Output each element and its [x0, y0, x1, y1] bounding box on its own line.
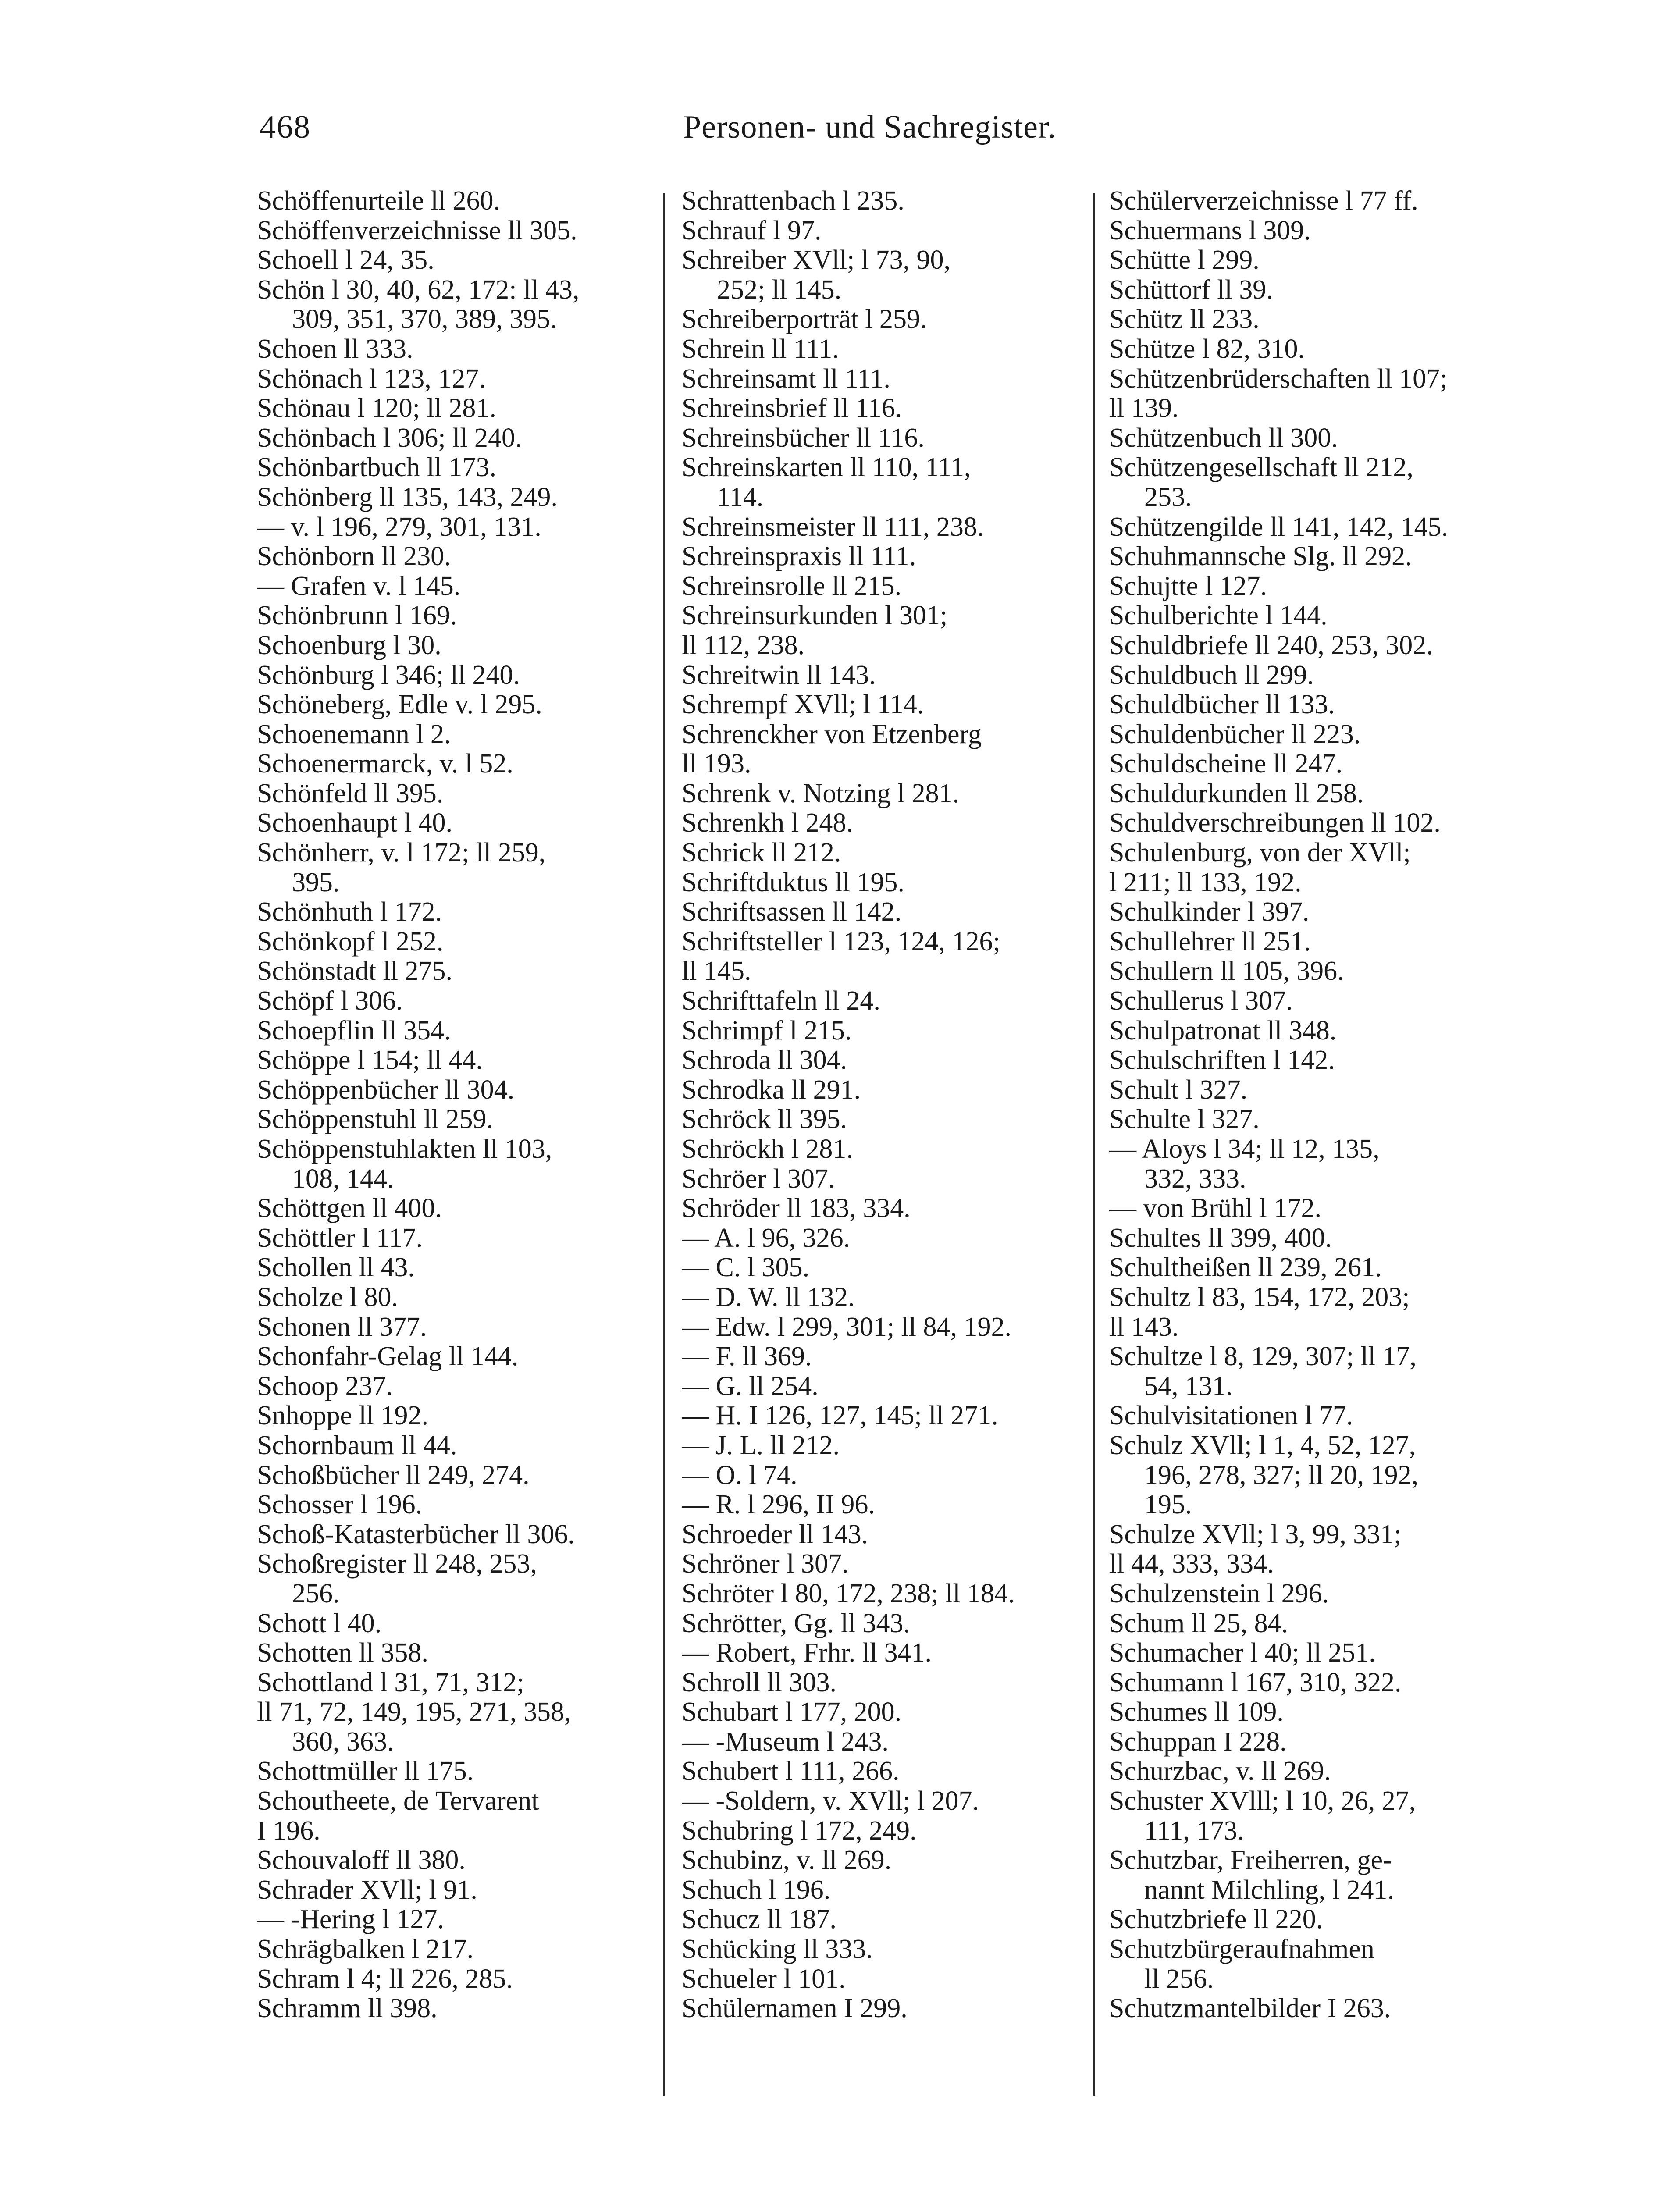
index-entry: Schreinskarten ll 110, 111, — [682, 453, 971, 483]
index-entry: Schriftsassen ll 142. — [682, 897, 902, 927]
index-entry: Schrifttafeln ll 24. — [682, 986, 880, 1016]
index-entry: Schubart l 177, 200. — [682, 1697, 902, 1727]
index-entry: Schuppan I 228. — [1109, 1727, 1287, 1757]
index-entry: ll 112, 238. — [682, 630, 805, 660]
index-entry: Schreinsmeister ll 111, 238. — [682, 512, 984, 542]
index-entry: 252; ll 145. — [717, 275, 842, 305]
index-entry: Schuster XVlll; l 10, 26, 27, — [1109, 1786, 1416, 1816]
index-entry: Schultheißen ll 239, 261. — [1109, 1253, 1382, 1283]
index-entry: Schröner l 307. — [682, 1549, 849, 1579]
index-entry: ll 71, 72, 149, 195, 271, 358, — [257, 1697, 571, 1727]
index-entry: Schoutheete, de Tervarent — [257, 1786, 539, 1816]
index-entry: Schönburg l 346; ll 240. — [257, 660, 520, 690]
index-entry: Schueler l 101. — [682, 1964, 846, 1994]
index-entry: Schumann l 167, 310, 322. — [1109, 1668, 1402, 1697]
index-entry: Schrenk v. Notzing l 281. — [682, 779, 960, 808]
index-entry: Schreinsrolle ll 215. — [682, 571, 902, 601]
index-entry: Schütze l 82, 310. — [1109, 334, 1305, 364]
index-entry: Schreinsbrief ll 116. — [682, 394, 902, 423]
index-entry: Schütte l 299. — [1109, 246, 1260, 275]
index-entry: Schotten ll 358. — [257, 1638, 428, 1668]
running-title: Personen- und Sachregister. — [683, 109, 1057, 145]
index-entry: Schoenemann l 2. — [257, 719, 451, 749]
index-entry: — v. l 196, 279, 301, 131. — [257, 512, 541, 542]
index-entry: Schröder ll 183, 334. — [682, 1194, 911, 1224]
index-entry: Schottland l 31, 71, 312; — [257, 1668, 524, 1697]
index-entry: Schoell l 24, 35. — [257, 246, 434, 275]
index-entry: Schutzbriefe ll 220. — [1109, 1905, 1323, 1935]
index-entry: Schön l 30, 40, 62, 172: ll 43, — [257, 275, 580, 305]
index-entry: Schrägbalken l 217. — [257, 1935, 474, 1964]
index-entry: Schülernamen I 299. — [682, 1994, 908, 2024]
index-entry: Schramm ll 398. — [257, 1994, 438, 2024]
index-entry: Schuldverschreibungen ll 102. — [1109, 808, 1441, 838]
index-entry: — Grafen v. l 145. — [257, 571, 461, 601]
index-entry: Schram l 4; ll 226, 285. — [257, 1964, 513, 1994]
index-entry: Schulschriften l 142. — [1109, 1046, 1335, 1075]
index-entry: Schöffenurteile ll 260. — [257, 186, 501, 216]
index-entry: Schuhmannsche Slg. ll 292. — [1109, 542, 1412, 572]
index-entry: — A. l 96, 326. — [682, 1223, 851, 1253]
index-entry: ll 193. — [682, 749, 751, 779]
index-entry: Schulkinder l 397. — [1109, 897, 1310, 927]
index-entry: Schoßregister ll 248, 253, — [257, 1549, 537, 1579]
index-entry: Schrötter, Gg. ll 343. — [682, 1608, 911, 1638]
index-entry: 309, 351, 370, 389, 395. — [292, 305, 557, 334]
index-entry: Schouvaloff ll 380. — [257, 1846, 466, 1875]
index-entry: — Aloys l 34; ll 12, 135, — [1109, 1135, 1380, 1164]
index-column-2 — [682, 186, 1096, 2192]
index-entry: Schrempf XVll; l 114. — [682, 690, 924, 720]
index-entry: — H. I 126, 127, 145; ll 271. — [682, 1401, 998, 1431]
index-entry: ll 145. — [682, 957, 751, 986]
index-entry: 108, 144. — [292, 1164, 394, 1194]
index-entry: Schubert l 111, 266. — [682, 1757, 900, 1786]
index-entry: Schult l 327. — [1109, 1075, 1248, 1105]
index-entry: Schulberichte l 144. — [1109, 601, 1328, 631]
index-entry: — -Hering l 127. — [257, 1905, 445, 1935]
index-entry: Schützengesellschaft ll 212, — [1109, 453, 1413, 483]
index-entry: Schuldenbücher ll 223. — [1109, 719, 1361, 749]
index-entry: — C. l 305. — [682, 1253, 810, 1283]
index-entry: Schonen ll 377. — [257, 1312, 427, 1342]
index-entry: Schutzbürgeraufnahmen — [1109, 1935, 1374, 1964]
index-entry: Schosser l 196. — [257, 1490, 423, 1520]
index-entry: Schultes ll 399, 400. — [1109, 1223, 1332, 1253]
index-entry: 253. — [1144, 482, 1192, 512]
index-entry: Schöttler l 117. — [257, 1223, 423, 1253]
index-entry: Snhoppe ll 192. — [257, 1401, 428, 1431]
index-entry: Schulenburg, von der XVll; — [1109, 838, 1411, 868]
index-entry: Schreinsurkunden l 301; — [682, 601, 948, 631]
index-entry: 111, 173. — [1144, 1816, 1244, 1846]
index-entry: Schoß-Katasterbücher ll 306. — [257, 1519, 575, 1549]
index-entry: Schumes ll 109. — [1109, 1697, 1284, 1727]
index-entry: Schulvisitationen l 77. — [1109, 1401, 1353, 1431]
index-entry: Schülerverzeichnisse l 77 ff. — [1109, 186, 1418, 216]
index-entry: Schreinspraxis ll 111. — [682, 542, 916, 572]
index-columns — [0, 186, 1680, 2192]
index-entry: Schulzenstein l 296. — [1109, 1579, 1329, 1608]
index-entry: Schum ll 25, 84. — [1109, 1608, 1288, 1638]
index-entry: — D. W. ll 132. — [682, 1282, 855, 1312]
index-entry: nannt Milchling, l 241. — [1144, 1875, 1395, 1905]
index-entry: 256. — [292, 1579, 340, 1608]
index-entry: Schott l 40. — [257, 1608, 382, 1638]
index-entry: Schröter l 80, 172, 238; ll 184. — [682, 1579, 1015, 1608]
index-entry: Schützengilde ll 141, 142, 145. — [1109, 512, 1449, 542]
index-entry: Schöppenstuhlakten ll 103, — [257, 1135, 552, 1164]
index-entry: Schoenermarck, v. l 52. — [257, 749, 513, 779]
index-entry: Schütz ll 233. — [1109, 305, 1260, 334]
index-entry: Schreiber XVll; l 73, 90, — [682, 246, 951, 275]
index-entry: Schöppe l 154; ll 44. — [257, 1046, 483, 1075]
index-entry: Schujtte l 127. — [1109, 571, 1267, 601]
index-entry: 360, 363. — [292, 1727, 394, 1757]
index-entry: — von Brühl l 172. — [1109, 1194, 1321, 1224]
index-entry: Schrattenbach l 235. — [682, 186, 904, 216]
index-entry: Schultz l 83, 154, 172, 203; — [1109, 1282, 1410, 1312]
index-entry: Schöneberg, Edle v. l 295. — [257, 690, 542, 720]
index-entry: Schreitwin ll 143. — [682, 660, 876, 690]
index-entry: — -Soldern, v. XVll; l 207. — [682, 1786, 979, 1816]
index-entry: Schöppenstuhl ll 259. — [257, 1105, 494, 1135]
index-entry: Schöttgen ll 400. — [257, 1194, 442, 1224]
index-entry: Schönfeld ll 395. — [257, 779, 444, 808]
index-entry: Schützenbuch ll 300. — [1109, 423, 1338, 453]
index-entry: I 196. — [257, 1816, 320, 1846]
index-entry: Schönhuth l 172. — [257, 897, 442, 927]
index-entry: — Robert, Frhr. ll 341. — [682, 1638, 932, 1668]
index-entry: Schutzmantelbilder I 263. — [1109, 1994, 1391, 2024]
index-entry: Schuch l 196. — [682, 1875, 831, 1905]
index-entry: Schroll ll 303. — [682, 1668, 837, 1697]
index-entry: Schuldbriefe ll 240, 253, 302. — [1109, 630, 1433, 660]
index-entry: 195. — [1144, 1490, 1192, 1520]
index-entry: Schröck ll 395. — [682, 1105, 847, 1135]
index-entry: Schönbartbuch ll 173. — [257, 453, 496, 483]
index-entry: Schreinsbücher ll 116. — [682, 423, 925, 453]
index-entry: Schubring l 172, 249. — [682, 1816, 917, 1846]
index-entry: Schönkopf l 252. — [257, 927, 444, 957]
index-entry: Schornbaum ll 44. — [257, 1430, 457, 1460]
index-entry: — J. L. ll 212. — [682, 1430, 840, 1460]
index-column-1 — [257, 186, 662, 2192]
index-entry: 54, 131. — [1144, 1371, 1233, 1401]
index-entry: Schücking ll 333. — [682, 1935, 873, 1964]
index-entry: Schuldbücher ll 133. — [1109, 690, 1335, 720]
index-entry: Schönborn ll 230. — [257, 542, 451, 572]
index-entry: ll 143. — [1109, 1312, 1179, 1342]
index-entry: Schönherr, v. l 172; ll 259, — [257, 838, 546, 868]
index-entry: Schollen ll 43. — [257, 1253, 415, 1283]
index-entry: Schönau l 120; ll 281. — [257, 394, 496, 423]
index-entry: Schuldscheine ll 247. — [1109, 749, 1343, 779]
index-entry: Schrenkh l 248. — [682, 808, 853, 838]
index-entry: — O. l 74. — [682, 1460, 797, 1490]
index-entry: ll 139. — [1109, 394, 1179, 423]
index-entry: Schullerus l 307. — [1109, 986, 1293, 1016]
index-entry: Schultze l 8, 129, 307; ll 17, — [1109, 1342, 1417, 1372]
index-entry: Scholze l 80. — [257, 1282, 398, 1312]
index-entry: Schulpatronat ll 348. — [1109, 1016, 1337, 1046]
index-entry: Schroda ll 304. — [682, 1046, 847, 1075]
index-entry: Schreinsamt ll 111. — [682, 364, 890, 394]
index-entry: Schützenbrüderschaften ll 107; — [1109, 364, 1448, 394]
index-entry: — G. ll 254. — [682, 1371, 819, 1401]
index-entry: Schullern ll 105, 396. — [1109, 957, 1344, 986]
index-entry: — F. ll 369. — [682, 1342, 812, 1372]
index-entry: Schonfahr-Gelag ll 144. — [257, 1342, 519, 1372]
index-entry: Schönbrunn l 169. — [257, 601, 457, 631]
column-divider — [663, 193, 665, 2096]
index-entry: Schriftsteller l 123, 124, 126; — [682, 927, 1000, 957]
index-entry: Schoop 237. — [257, 1371, 393, 1401]
index-entry: Schullehrer ll 251. — [1109, 927, 1311, 957]
column-divider — [1093, 193, 1095, 2096]
index-entry: Schuermans l 309. — [1109, 216, 1311, 246]
index-entry: Schröer l 307. — [682, 1164, 835, 1194]
index-entry: Schoen ll 333. — [257, 334, 413, 364]
page-number: 468 — [260, 109, 311, 145]
index-entry: ll 256. — [1144, 1964, 1214, 1994]
index-entry: Schoenburg l 30. — [257, 630, 441, 660]
index-entry: Schrader XVll; l 91. — [257, 1875, 477, 1905]
index-entry: Schönach l 123, 127. — [257, 364, 486, 394]
index-entry: Schrein ll 111. — [682, 334, 839, 364]
index-entry: — -Museum l 243. — [682, 1727, 889, 1757]
index-entry: Schoenhaupt l 40. — [257, 808, 452, 838]
index-entry: Schöpf l 306. — [257, 986, 403, 1016]
index-entry: Schottmüller ll 175. — [257, 1757, 474, 1786]
index-entry: 332, 333. — [1144, 1164, 1246, 1194]
index-entry: Schroeder ll 143. — [682, 1519, 868, 1549]
index-entry: Schoepflin ll 354. — [257, 1016, 451, 1046]
index-entry: l 211; ll 133, 192. — [1109, 868, 1302, 897]
index-entry: Schucz ll 187. — [682, 1905, 836, 1935]
index-entry: Schrodka ll 291. — [682, 1075, 861, 1105]
index-entry: — Edw. l 299, 301; ll 84, 192. — [682, 1312, 1012, 1342]
index-entry: — R. l 296, II 96. — [682, 1490, 875, 1520]
index-entry: Schumacher l 40; ll 251. — [1109, 1638, 1376, 1668]
index-entry: Schubinz, v. ll 269. — [682, 1846, 892, 1875]
index-entry: Schulze XVll; l 3, 99, 331; — [1109, 1519, 1402, 1549]
index-entry: Schöppenbücher ll 304. — [257, 1075, 515, 1105]
index-entry: Schrenckher von Etzenberg — [682, 719, 982, 749]
index-column-3 — [1109, 186, 1517, 2192]
index-entry: Schriftduktus ll 195. — [682, 868, 905, 897]
index-entry: Schuldurkunden ll 258. — [1109, 779, 1364, 808]
index-entry: Schulte l 327. — [1109, 1105, 1260, 1135]
index-entry: Schüttorf ll 39. — [1109, 275, 1273, 305]
index-entry: Schrimpf l 215. — [682, 1016, 852, 1046]
index-entry: Schrick ll 212. — [682, 838, 841, 868]
index-entry: Schönbach l 306; ll 240. — [257, 423, 522, 453]
index-entry: 114. — [717, 482, 764, 512]
index-entry: Schönberg ll 135, 143, 249. — [257, 482, 558, 512]
index-entry: 395. — [292, 868, 340, 897]
index-entry: Schulz XVll; l 1, 4, 52, 127, — [1109, 1430, 1416, 1460]
index-entry: Schrauf l 97. — [682, 216, 822, 246]
index-entry: Schröckh l 281. — [682, 1135, 853, 1164]
index-entry: 196, 278, 327; ll 20, 192, — [1144, 1460, 1419, 1490]
index-entry: Schuldbuch ll 299. — [1109, 660, 1314, 690]
index-entry: Schöffenverzeichnisse ll 305. — [257, 216, 577, 246]
index-entry: Schreiberporträt l 259. — [682, 305, 927, 334]
index-entry: Schurzbac, v. ll 269. — [1109, 1757, 1331, 1786]
page-header — [0, 109, 1680, 157]
index-entry: ll 44, 333, 334. — [1109, 1549, 1274, 1579]
index-entry: Schönstadt ll 275. — [257, 957, 453, 986]
index-entry: Schutzbar, Freiherren, ge- — [1109, 1846, 1392, 1875]
index-entry: Schoßbücher ll 249, 274. — [257, 1460, 530, 1490]
